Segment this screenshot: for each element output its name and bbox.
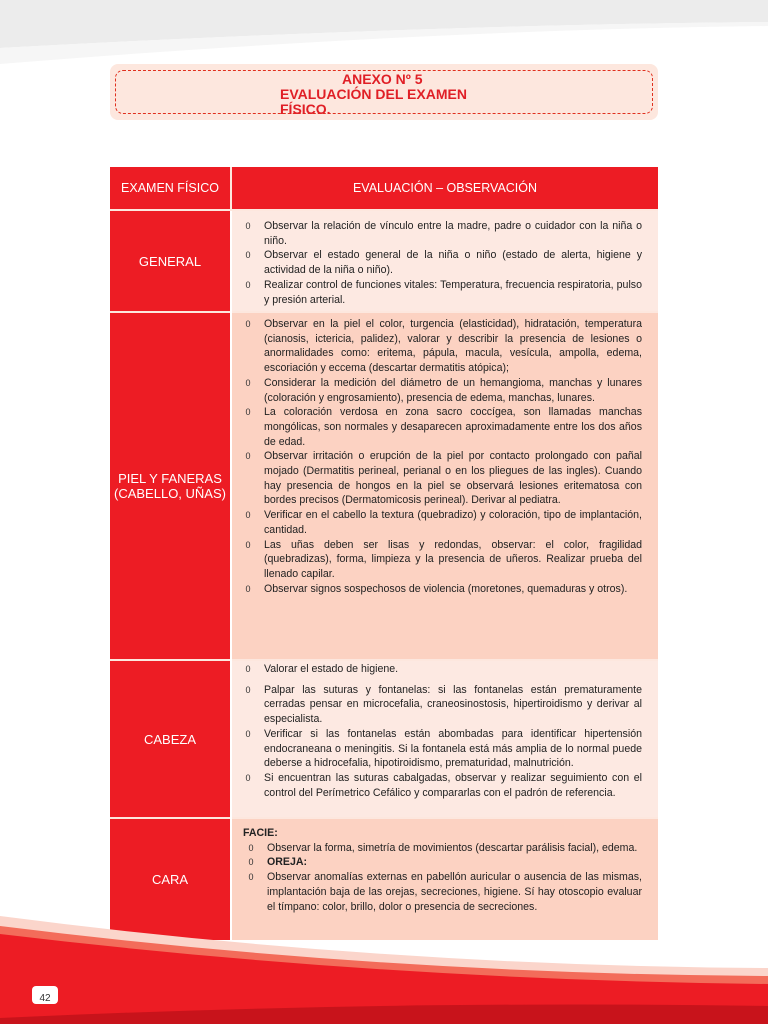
annex-heading: EVALUACIÓN DEL EXAMEN FÍSICO.: [280, 86, 467, 117]
header-examen-fisico: EXAMEN FÍSICO: [110, 167, 231, 210]
table-row-general: [110, 210, 658, 312]
list-item: 0 Observar irritación o erupción de la piel por contacto prolongado con pañal mojado (Dermatitis perineal, perianal o en los pliegues de las ingles). Cuando hay presencia de hongos en la piel se observará lesiones eritematosa con bordes precisos (Dermatomicosis perineal). Derivar al pediatra.: [240, 449, 642, 508]
table-header-row: [110, 167, 658, 210]
list-item: 0 Verificar si las fontanelas están abombadas para identificar hipertensión endocraneana o meningitis. Si la fontanela está más amplia de lo normal puede deberse a hidrocefalia, hipotiroidismo, prematuridad, malnutrición.: [240, 727, 642, 771]
annex-title-box: [110, 64, 658, 120]
list-item: 0 Realizar control de funciones vitales: Temperatura, frecuencia respiratoria, pulso y presión arterial.: [240, 278, 642, 307]
row-label-general: GENERAL: [110, 210, 231, 312]
bullet-marker: 0: [245, 539, 251, 550]
list-item: 0 Las uñas deben ser lisas y redondas, observar: el color, fragilidad (quebradizas), forma, limpieza y la presencia de uñeros. Realizar prueba del llenado capilar.: [240, 538, 642, 582]
list-item: 0 Verificar en el cabello la textura (quebradizo) y coloración, tipo de implantación, cantidad.: [240, 508, 642, 537]
oreja-title-item: [243, 855, 642, 870]
bullet-marker: 0: [245, 772, 251, 783]
bullet-marker: 0: [245, 684, 251, 695]
list-item: 0 Observar signos sospechosos de violencia (moretones, quemaduras y otros).: [240, 582, 642, 597]
bullet-marker: 0: [245, 407, 251, 418]
bullet-marker: 0: [245, 377, 251, 388]
bullet-marker: 0: [248, 857, 254, 868]
list-item: 0 Observar el estado general de la niña o niño (estado de alerta, higiene y actividad de la niña o niño).: [240, 248, 642, 277]
list-item: 0 Palpar las suturas y fontanelas: si las fontanelas están prematuramente cerradas pensar en microcefalia, craneosinostosis, hipertiroidismo y derivar al especialista.: [240, 683, 642, 727]
facie-title: FACIE:: [243, 827, 278, 839]
header-evaluacion-observacion: EVALUACIÓN – OBSERVACIÓN: [231, 167, 658, 210]
list-item: 0 Si encuentran las suturas cabalgadas, observar y realizar seguimiento con el control del Perímetrico Cefálico y compararlas con el padrón de referencia.: [240, 771, 642, 800]
list-item: 0 Observar la relación de vínculo entre la madre, padre o cuidador con la niña o niño.: [240, 219, 642, 248]
annex-number: ANEXO Nº 5: [342, 72, 423, 87]
row-label-cara: CARA: [110, 818, 231, 940]
bullet-marker: 0: [248, 842, 254, 853]
bullet-marker: 0: [248, 872, 254, 883]
oreja-title: OREJA:: [267, 856, 308, 869]
row-label-cabeza: CABEZA: [110, 660, 231, 818]
bullet-marker: 0: [245, 510, 251, 521]
table-row-cabeza: [110, 660, 658, 818]
bottom-decorative-wave: [0, 900, 768, 1024]
bullet-marker: 0: [245, 728, 251, 739]
list-item: 0 La coloración verdosa en zona sacro coccígea, son llamadas manchas mongólicas, son normales y desaparecen aproximadamente entre los dos años de edad.: [240, 405, 642, 449]
bullet-marker: 0: [245, 221, 251, 231]
bullet-marker: 0: [245, 583, 251, 594]
list-item: 0 Considerar la medición del diámetro de un hemangioma, manchas y lunares (coloración y engrosamiento), presencia de edema, manchas, lunares.: [240, 376, 642, 405]
row-content-cabeza: [231, 660, 658, 818]
row-label-piel-faneras: PIEL Y FANERAS (CABELLO, UÑAS): [110, 312, 231, 660]
bullet-marker: 0: [245, 279, 251, 290]
list-item: 0 Observar la forma, simetría de movimientos (descartar parálisis facial), edema.: [243, 841, 642, 856]
bullet-marker: 0: [245, 451, 251, 462]
row-content-piel: [231, 312, 658, 660]
list-item: 0 Valorar el estado de higiene.: [240, 662, 642, 677]
physical-exam-table: [110, 167, 658, 940]
annex-title: [280, 72, 480, 122]
bullet-marker: 0: [245, 319, 251, 329]
list-item: 0 Observar anomalías externas en pabellón auricular o ausencia de las mismas, implantación baja de las orejas, secreciones, higiene. Sí hay otoscopio evaluar el tímpano: color, brillo, dolor o presencia de secreciones.: [243, 870, 642, 914]
bullet-marker: 0: [245, 664, 251, 674]
page-number: 42: [32, 986, 58, 1004]
table-row-piel: [110, 312, 658, 660]
row-content-general: [231, 210, 658, 312]
bullet-marker: 0: [245, 250, 251, 261]
list-item: 0 Observar en la piel el color, turgencia (elasticidad), hidratación, temperatura (cianosis, ictericia, palidez), valorar y describir la presencia de lesiones o anormalidades como: eritema, pápula, macula, vesícula, ampolla, edema, escoriación y eccema (descartar dermatitis atópica);: [240, 317, 642, 376]
